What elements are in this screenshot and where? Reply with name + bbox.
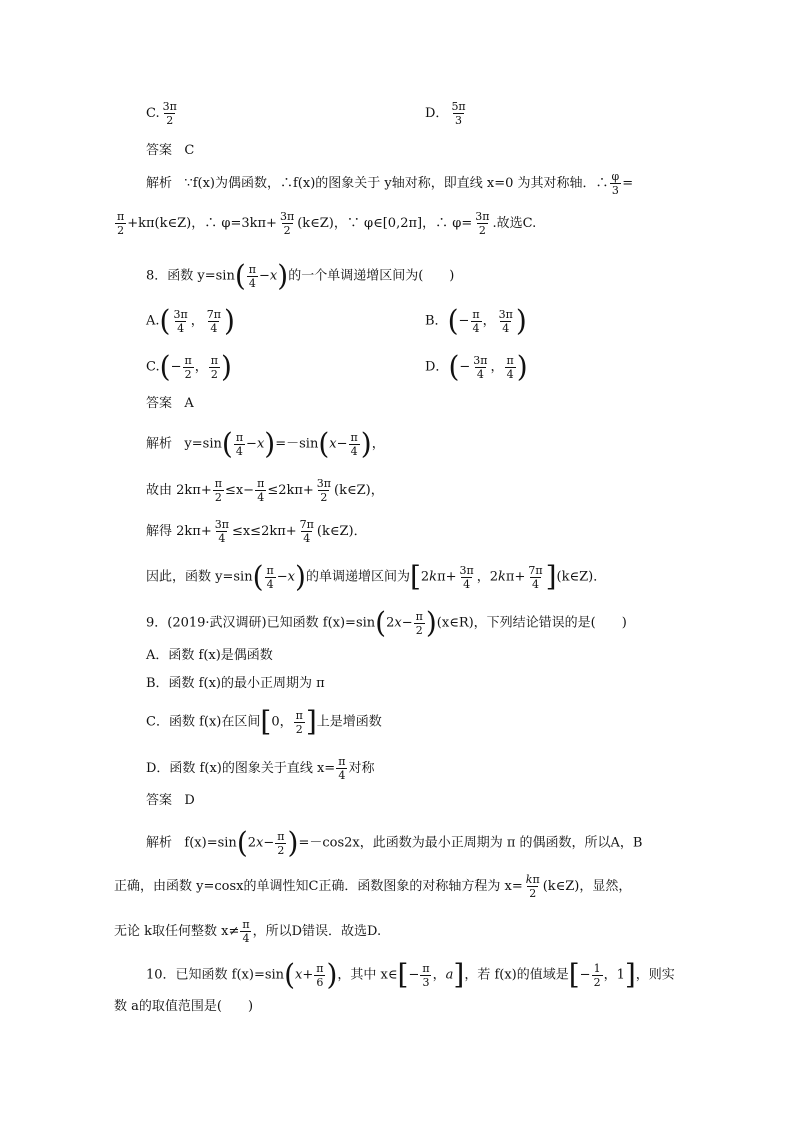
q7-option-c: C. $\frac{3\pi}{2}$ (146, 100, 177, 127)
q9-analysis-line-2: 正确，由函数 y=cosx的单调性知C正确．函数图象的对称轴方程为 x= $\frac{k\pi}{2}$ (k∈Z)，显然， (114, 873, 632, 900)
q7-answer: 答案 C (146, 143, 195, 158)
q8-option-c: C.(− $\frac{\pi}{2}$ ， $\frac{\pi}{2}$ ) (146, 349, 232, 384)
q10-stem-line-1: 10．已知函数 f(x)=sin(x+ $\frac{\pi}{6}$ )，其中 x∈[− $\frac{\pi}{3}$ ，a]，若 f(x)的值域是[− $\frac{1}{2}$ ，1]，则实 (146, 957, 675, 992)
q9-stem: 9．(2019·武汉调研)已知函数 f(x)=sin(2x− $\frac{\pi}{2}$ )(x∈R)，下列结论错误的是( ) (146, 605, 627, 640)
q8-stem: 8．函数 y=sin( $\frac{\pi}{4}$ −x)的一个单调递增区间为( ) (146, 258, 455, 293)
q7-analysis-line-2: $\frac{\pi}{2}$ +kπ(k∈Z)，∴ φ=3kπ+ $\frac{3\pi}{2}$ (k∈Z)，∵ φ∈[0,2π]，∴ φ= $\frac{3\pi}{2}$ .故选C. (117, 210, 537, 237)
q9-option-a: A．函数 f(x)是偶函数 (146, 648, 273, 663)
q9-answer: 答案 D (146, 793, 195, 808)
q8-analysis-line-2: 故由 2kπ+ $\frac{\pi}{2}$ ≤x− $\frac{\pi}{4}$ ≤2kπ+ $\frac{3\pi}{2}$ (k∈Z)， (146, 477, 384, 504)
q9-analysis-line-3: 无论 k取任何整数 x≠ $\frac{\pi}{4}$ ，所以D错误．故选D. (114, 918, 382, 945)
q8-option-b: B．(− $\frac{\pi}{4}$ ， $\frac{3\pi}{4}$ ) (425, 303, 527, 338)
q9-analysis-line-1: 解析 f(x)=sin(2x− $\frac{\pi}{2}$ )=－cos2x，此函数为最小正周期为 π 的偶函数，所以A，B (146, 825, 643, 860)
q10-stem-line-2: 数 a的取值范围是( ) (114, 999, 254, 1014)
q8-analysis-line-1: 解析 y=sin( $\frac{\pi}{4}$ −x)=－sin(x− $\frac{\pi}{4}$ )， (146, 426, 385, 461)
fraction: $\frac{3\pi}{2}$ (162, 100, 177, 127)
q7-analysis-line-1: 解析 ∵f(x)为偶函数，∴f(x)的图象关于 y轴对称，即直线 x=0 为其对称轴．∴ $\frac{\varphi}{3}$ = (146, 170, 634, 197)
q8-answer: 答案 A (146, 396, 194, 411)
q8-analysis-line-4: 因此，函数 y=sin( $\frac{\pi}{4}$ −x)的单调递增区间为[2kπ+ $\frac{3\pi}{4}$ ，2kπ+ $\frac{7\pi}{4}$ ](k∈Z)． (146, 559, 607, 594)
q9-option-c: C．函数 f(x)在区间[0， $\frac{\pi}{2}$ ]上是增函数 (146, 705, 382, 738)
q9-option-b: B．函数 f(x)的最小正周期为 π (146, 676, 325, 691)
q8-analysis-line-3: 解得 2kπ+ $\frac{3\pi}{4}$ ≤x≤2kπ+ $\frac{7\pi}{4}$ (k∈Z)． (146, 518, 367, 545)
fraction: $\frac{5\pi}{3}$ (451, 100, 466, 127)
q8-option-a: A.( $\frac{3\pi}{4}$ ， $\frac{7\pi}{4}$ ) (146, 303, 235, 338)
q7-option-d: D． $\frac{5\pi}{3}$ (425, 100, 466, 127)
q8-option-d: D．(− $\frac{3\pi}{4}$ ， $\frac{\pi}{4}$ ) (425, 349, 528, 384)
q9-option-d: D．函数 f(x)的图象关于直线 x= $\frac{\pi}{4}$ 对称 (146, 755, 375, 782)
